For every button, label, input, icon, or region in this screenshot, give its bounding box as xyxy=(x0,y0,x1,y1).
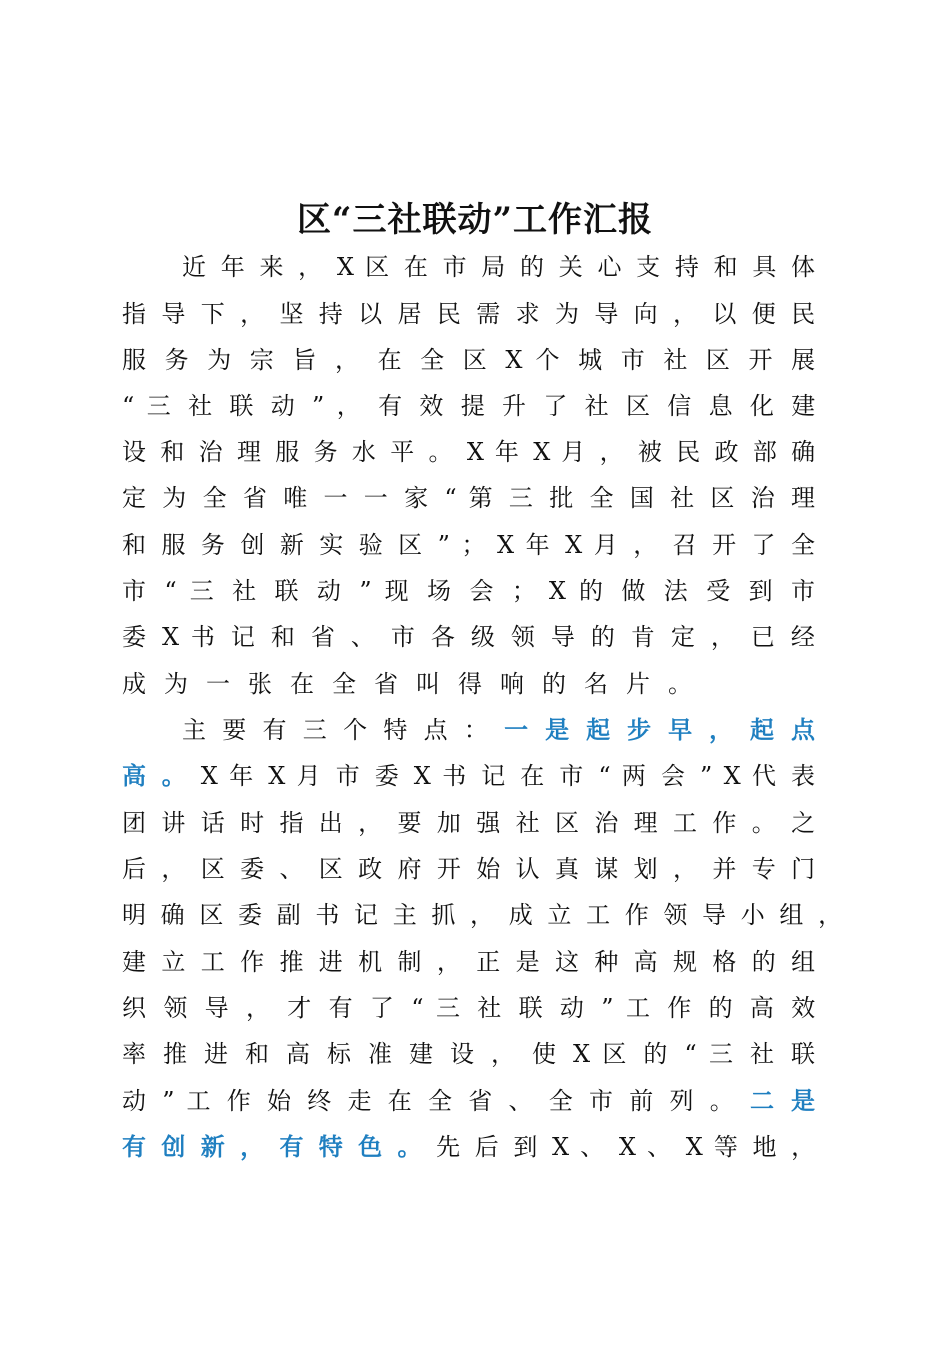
highlight-point-two: 二 是 xyxy=(749,1086,815,1115)
paragraph-1-line-6: 定 为 全 省 唯 一 一 家 “ 第 三 批 全 国 社 区 治 理 xyxy=(122,484,815,512)
paragraph-1-line-4: “ 三 社 联 动 ” ， 有 效 提 升 了 社 区 信 息 化 建 xyxy=(122,392,816,420)
highlight-point-one-end: 高 。 xyxy=(122,761,190,790)
paragraph-2-line-2 xyxy=(122,753,815,799)
paragraph-1-line-9: 委 X 书 记 和 省 、 市 各 级 领 导 的 肯 定 ， 已 经 xyxy=(122,623,815,651)
document-title: 区“三社联动”工作汇报 xyxy=(296,200,654,240)
paragraph-2-line-2-text: X 年 X 月 市 委 X 书 记 在 市 “ 两 会 ” X 代 表 xyxy=(200,762,816,790)
paragraph-2-line-10 xyxy=(122,1124,815,1170)
highlight-point-one: 一 是 起 步 早 ， 起 点 xyxy=(504,715,816,744)
paragraph-2-line-7: 织 领 导 ， 才 有 了 “ 三 社 联 动 ” 工 作 的 高 效 xyxy=(122,994,816,1022)
highlight-point-two-end: 有 创 新 ， 有 特 色 。 xyxy=(122,1132,426,1161)
paragraph-1-line-5: 设 和 治 理 服 务 水 平 。 X 年 X 月 ， 被 民 政 部 确 xyxy=(122,438,816,466)
paragraph-2-line-8: 率 推 进 和 高 标 准 建 设 ， 使 X 区 的 “ 三 社 联 xyxy=(122,1040,815,1068)
paragraph-2-line-1 xyxy=(182,707,815,753)
paragraph-1-line-2: 指 导 下 ， 坚 持 以 居 民 需 求 为 导 向 ， 以 便 民 xyxy=(122,300,816,328)
paragraph-2-line-3: 团 讲 话 时 指 出 ， 要 加 强 社 区 治 理 工 作 。 之 xyxy=(122,809,816,837)
paragraph-2-line-6: 建 立 工 作 推 进 机 制 ， 正 是 这 种 高 规 格 的 组 xyxy=(122,948,816,976)
paragraph-1-line-7: 和 服 务 创 新 实 验 区 ” ； X 年 X 月 ， 召 开 了 全 xyxy=(122,531,815,559)
paragraph-2-line-10-text: 先 后 到 X 、 X 、 X 等 地 ， xyxy=(436,1133,816,1161)
paragraph-2-line-5: 明 确 区 委 副 书 记 主 抓 ， 成 立 工 作 领 导 小 组 ， xyxy=(122,901,843,929)
paragraph-1-line-3: 服 务 为 宗 旨 ， 在 全 区 X 个 城 市 社 区 开 展 xyxy=(122,346,816,374)
paragraph-1-line-10: 成为一张在全省叫得响的名片。 xyxy=(122,670,710,698)
paragraph-2-intro: 主 要 有 三 个 特 点 ： xyxy=(182,716,493,744)
paragraph-2-line-9-text: 动 ” 工 作 始 终 走 在 全 省 、 全 市 前 列 。 xyxy=(122,1087,739,1115)
paragraph-2-line-9 xyxy=(122,1078,815,1124)
paragraph-2-line-4: 后 ， 区 委 、 区 政 府 开 始 认 真 谋 划 ， 并 专 门 xyxy=(122,855,816,883)
paragraph-1-line-1: 近 年 来 ， X 区 在 市 局 的 关 心 支 持 和 具 体 xyxy=(182,253,816,281)
paragraph-1-line-8: 市 “ 三 社 联 动 ” 现 场 会 ； X 的 做 法 受 到 市 xyxy=(122,577,815,605)
